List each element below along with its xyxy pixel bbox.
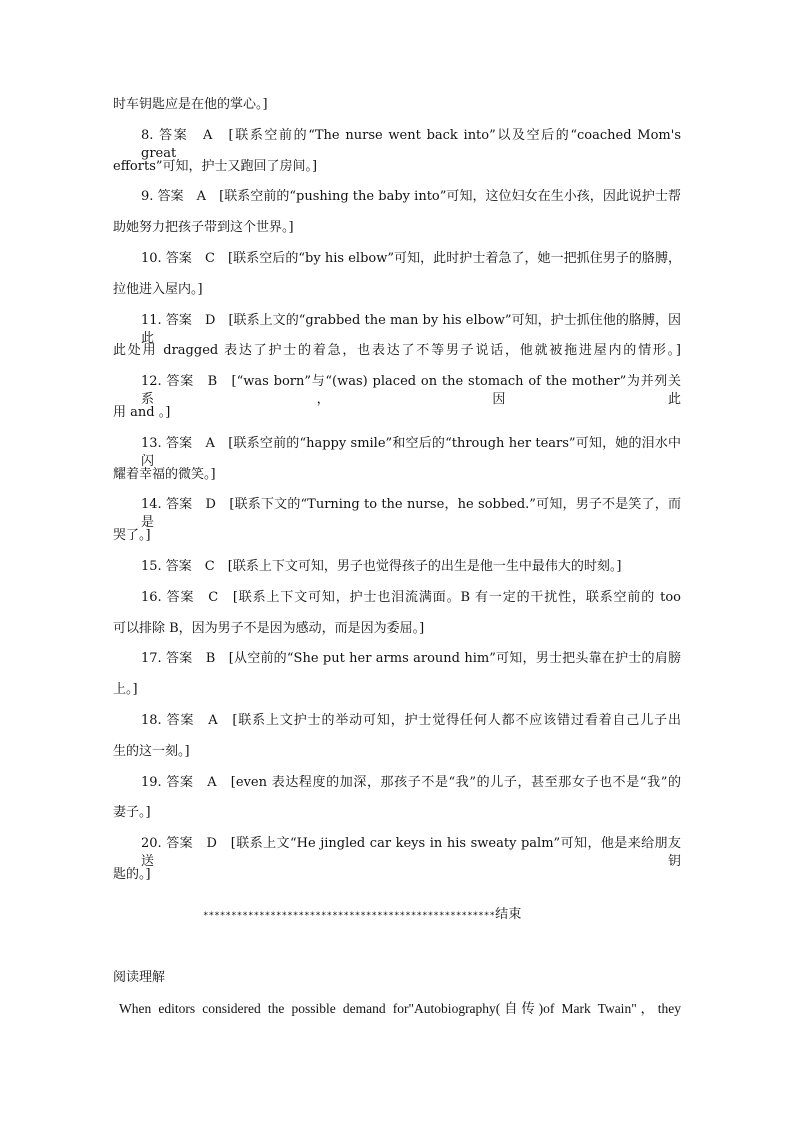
explanation-line: 16. 答案 C [联系上下文可知，护士也泪流满面。B 有一定的干扰性，联系空前的 too: [141, 590, 681, 605]
explanation-line: 14. 答案 D [联系下文的“Turning to the nurse，he sobbed.”可知，男子不是笑了，而是: [141, 497, 681, 530]
explanation-line: 10. 答案 C [联系空后的“by his elbow”可知，此时护士着急了，她一把抓住男子的胳膊，: [141, 251, 681, 266]
explanation-line: 13. 答案 A [联系空前的“happy smile”和空后的“through her tears”可知，她的泪水中闪: [141, 436, 681, 469]
explanation-line: 17. 答案 B [从空前的“She put her arms around him”可知，男士把头靠在护士的肩膀: [141, 651, 681, 666]
explanation-line: 助她努力把孩子带到这个世界。]: [113, 220, 294, 235]
explanation-line: 15. 答案 C [联系上下文可知，男子也觉得孩子的出生是他一生中最伟大的时刻。]: [141, 559, 622, 574]
explanation-line: 20. 答案 D [联系上文“He jingled car keys in his sweaty palm”可知，他是来给朋友送钥: [141, 836, 681, 869]
separator-end-text: 结束: [495, 907, 522, 922]
explanation-line: 哭了。]: [113, 528, 151, 543]
reading-passage-first-line: When editors considered the possible demand for"Autobiography(自传)of Mark Twain"，they: [119, 1001, 681, 1016]
separator-stars: ****************************************************: [203, 911, 496, 921]
explanation-line: 8. 答案 A [联系空前的“The nurse went back into”以及空后的“coached Mom's great: [141, 128, 681, 161]
explanation-line: 拉他进入屋内。]: [113, 282, 203, 297]
explanation-line: 12. 答案 B [“was born”与“(was) placed on the stomach of the mother”为并列关系，因此: [141, 374, 681, 407]
explanation-line: 可以排除 B，因为男子不是因为感动，而是因为委屈。]: [113, 621, 425, 636]
end-separator: [203, 906, 603, 925]
explanation-line: 妻子。]: [113, 805, 151, 820]
explanation-line: 时车钥匙应是在他的掌心。]: [113, 97, 268, 112]
explanation-line: 用 and 。]: [113, 405, 171, 420]
explanation-line: 匙的。]: [113, 867, 151, 882]
section-heading: 阅读理解: [113, 970, 166, 985]
explanation-line: 19. 答案 A [even 表达程度的加深，那孩子不是“我”的儿子，甚至那女子也不是“我”的: [141, 775, 681, 790]
explanation-line: 耀着幸福的微笑。]: [113, 467, 216, 482]
explanation-line: 此处用 dragged 表达了护士的着急，也表达了不等男子说话，他就被拖进屋内的情形。]: [113, 343, 681, 358]
explanation-line: 11. 答案 D [联系上文的“grabbed the man by his elbow”可知，护士抓住他的胳膊，因此: [141, 313, 681, 346]
explanation-line: 18. 答案 A [联系上文护士的举动可知，护士觉得任何人都不应该错过看着自己儿子出: [141, 713, 681, 728]
explanation-line: efforts”可知，护士又跑回了房间。]: [113, 159, 318, 174]
explanation-line: 上。]: [113, 682, 138, 697]
explanation-line: 生的这一刻。]: [113, 744, 190, 759]
explanation-line: 9. 答案 A [联系空前的“pushing the baby into”可知，这位妇女在生小孩，因此说护士帮: [141, 189, 681, 204]
